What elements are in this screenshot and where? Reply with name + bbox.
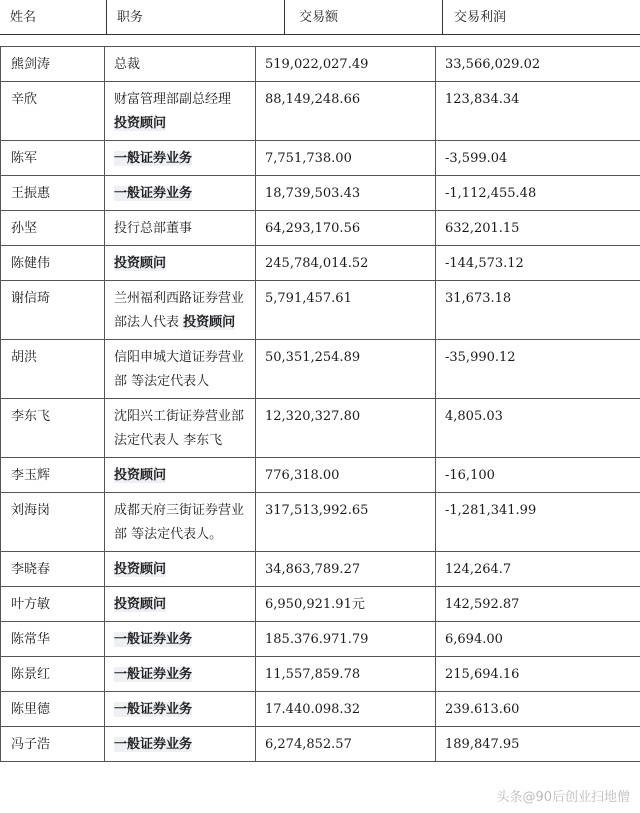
position-highlight: 投资顾问 bbox=[114, 468, 167, 483]
cell-name: 孙坚 bbox=[1, 211, 105, 246]
header-position: 职务 bbox=[117, 10, 144, 25]
cell-amount: 11,557,859.78 bbox=[256, 657, 436, 692]
table-row bbox=[1, 399, 640, 458]
cell-amount: 88,149,248.66 bbox=[256, 82, 436, 141]
cell-name: 陈健伟 bbox=[1, 246, 105, 281]
watermark: 头条@90后创业扫地僧 bbox=[496, 790, 630, 805]
position-highlight: 一般证券业务 bbox=[114, 702, 193, 717]
cell-position bbox=[105, 82, 256, 141]
header-amount: 交易额 bbox=[299, 10, 339, 25]
table-row bbox=[1, 141, 640, 176]
cell-name: 胡洪 bbox=[1, 340, 105, 399]
cell-position bbox=[105, 657, 256, 692]
table-row bbox=[1, 727, 640, 762]
cell-name: 陈常华 bbox=[1, 622, 105, 657]
position-highlight: 一般证券业务 bbox=[114, 151, 193, 166]
header-divider bbox=[442, 0, 443, 34]
cell-profit: 142,592.87 bbox=[436, 587, 640, 622]
cell-name: 李东飞 bbox=[1, 399, 105, 458]
cell-amount: 18,739,503.43 bbox=[256, 176, 436, 211]
position-highlight: 投资顾问 bbox=[114, 116, 167, 131]
cell-amount: 185.376.971.79 bbox=[256, 622, 436, 657]
cell-name: 谢信琦 bbox=[1, 281, 105, 340]
position-text: 投行总部董事 bbox=[114, 221, 193, 236]
trade-table bbox=[0, 46, 640, 762]
cell-profit: 189,847.95 bbox=[436, 727, 640, 762]
table-row bbox=[1, 176, 640, 211]
table-row bbox=[1, 552, 640, 587]
table-row bbox=[1, 47, 640, 82]
cell-name: 叶方敏 bbox=[1, 587, 105, 622]
table-row bbox=[1, 587, 640, 622]
cell-profit: 33,566,029.02 bbox=[436, 47, 640, 82]
cell-profit: 239.613.60 bbox=[436, 692, 640, 727]
cell-name: 李玉辉 bbox=[1, 458, 105, 493]
cell-position bbox=[105, 493, 256, 552]
position-text: 成都天府三街证券营业部 等法定代表人。 bbox=[114, 503, 245, 542]
table-row bbox=[1, 458, 640, 493]
cell-name: 熊剑涛 bbox=[1, 47, 105, 82]
table-row bbox=[1, 340, 640, 399]
position-text: 兰州福利西路证券营业部法人代表 bbox=[114, 291, 245, 330]
cell-position bbox=[105, 622, 256, 657]
cell-name: 王振惠 bbox=[1, 176, 105, 211]
cell-amount: 7,751,738.00 bbox=[256, 141, 436, 176]
position-highlight: 投资顾问 bbox=[183, 315, 236, 330]
cell-profit: -16,100 bbox=[436, 458, 640, 493]
cell-position bbox=[105, 587, 256, 622]
cell-profit: 215,694.16 bbox=[436, 657, 640, 692]
cell-profit: 31,673.18 bbox=[436, 281, 640, 340]
cell-name: 冯子浩 bbox=[1, 727, 105, 762]
cell-profit: -1,112,455.48 bbox=[436, 176, 640, 211]
table-body bbox=[1, 47, 640, 762]
cell-position bbox=[105, 211, 256, 246]
position-highlight: 投资顾问 bbox=[114, 597, 167, 612]
table-row bbox=[1, 692, 640, 727]
cell-amount: 6,274,852.57 bbox=[256, 727, 436, 762]
table-row bbox=[1, 281, 640, 340]
cell-profit: -3,599.04 bbox=[436, 141, 640, 176]
position-text: 信阳申城大道证券营业部 等法定代表人 bbox=[114, 350, 245, 389]
table-row bbox=[1, 657, 640, 692]
table-row bbox=[1, 246, 640, 281]
cell-amount: 50,351,254.89 bbox=[256, 340, 436, 399]
cell-amount: 6,950,921.91元 bbox=[256, 587, 436, 622]
cell-position bbox=[105, 340, 256, 399]
position-highlight: 一般证券业务 bbox=[114, 186, 193, 201]
cell-amount: 519,022,027.49 bbox=[256, 47, 436, 82]
cell-amount: 17.440.098.32 bbox=[256, 692, 436, 727]
cell-profit: 632,201.15 bbox=[436, 211, 640, 246]
position-text: 总裁 bbox=[114, 57, 141, 72]
cell-profit: -144,573.12 bbox=[436, 246, 640, 281]
cell-amount: 776,318.00 bbox=[256, 458, 436, 493]
cell-name: 刘海岗 bbox=[1, 493, 105, 552]
cell-profit: 123,834.34 bbox=[436, 82, 640, 141]
cell-name: 陈景红 bbox=[1, 657, 105, 692]
table-row bbox=[1, 211, 640, 246]
cell-name: 辛欣 bbox=[1, 82, 105, 141]
header-name: 姓名 bbox=[10, 10, 37, 25]
cell-position bbox=[105, 141, 256, 176]
cell-amount: 64,293,170.56 bbox=[256, 211, 436, 246]
cell-position bbox=[105, 399, 256, 458]
position-highlight: 投资顾问 bbox=[114, 256, 167, 271]
cell-position bbox=[105, 176, 256, 211]
cell-profit: 4,805.03 bbox=[436, 399, 640, 458]
table-header bbox=[0, 0, 640, 35]
cell-profit: -1,281,341.99 bbox=[436, 493, 640, 552]
header-profit: 交易利润 bbox=[454, 10, 507, 25]
cell-position bbox=[105, 458, 256, 493]
cell-amount: 5,791,457.61 bbox=[256, 281, 436, 340]
cell-amount: 245,784,014.52 bbox=[256, 246, 436, 281]
header-divider bbox=[284, 0, 285, 34]
position-text: 沈阳兴工街证券营业部法定代表人 李东飞 bbox=[114, 409, 245, 448]
cell-position bbox=[105, 552, 256, 587]
header-divider bbox=[106, 0, 107, 34]
cell-profit: -35,990.12 bbox=[436, 340, 640, 399]
cell-name: 陈里德 bbox=[1, 692, 105, 727]
cell-position bbox=[105, 246, 256, 281]
cell-name: 李晓春 bbox=[1, 552, 105, 587]
cell-position bbox=[105, 47, 256, 82]
table-row bbox=[1, 622, 640, 657]
cell-amount: 12,320,327.80 bbox=[256, 399, 436, 458]
cell-position bbox=[105, 692, 256, 727]
cell-position bbox=[105, 727, 256, 762]
cell-name: 陈军 bbox=[1, 141, 105, 176]
cell-position bbox=[105, 281, 256, 340]
position-text: 财富管理部副总经理 bbox=[114, 92, 232, 107]
table-row bbox=[1, 493, 640, 552]
position-highlight: 一般证券业务 bbox=[114, 737, 193, 752]
cell-profit: 124,264.7 bbox=[436, 552, 640, 587]
position-highlight: 投资顾问 bbox=[114, 562, 167, 577]
position-highlight: 一般证券业务 bbox=[114, 667, 193, 682]
cell-amount: 34,863,789.27 bbox=[256, 552, 436, 587]
cell-profit: 6,694.00 bbox=[436, 622, 640, 657]
table-row bbox=[1, 82, 640, 141]
position-highlight: 一般证券业务 bbox=[114, 632, 193, 647]
cell-amount: 317,513,992.65 bbox=[256, 493, 436, 552]
